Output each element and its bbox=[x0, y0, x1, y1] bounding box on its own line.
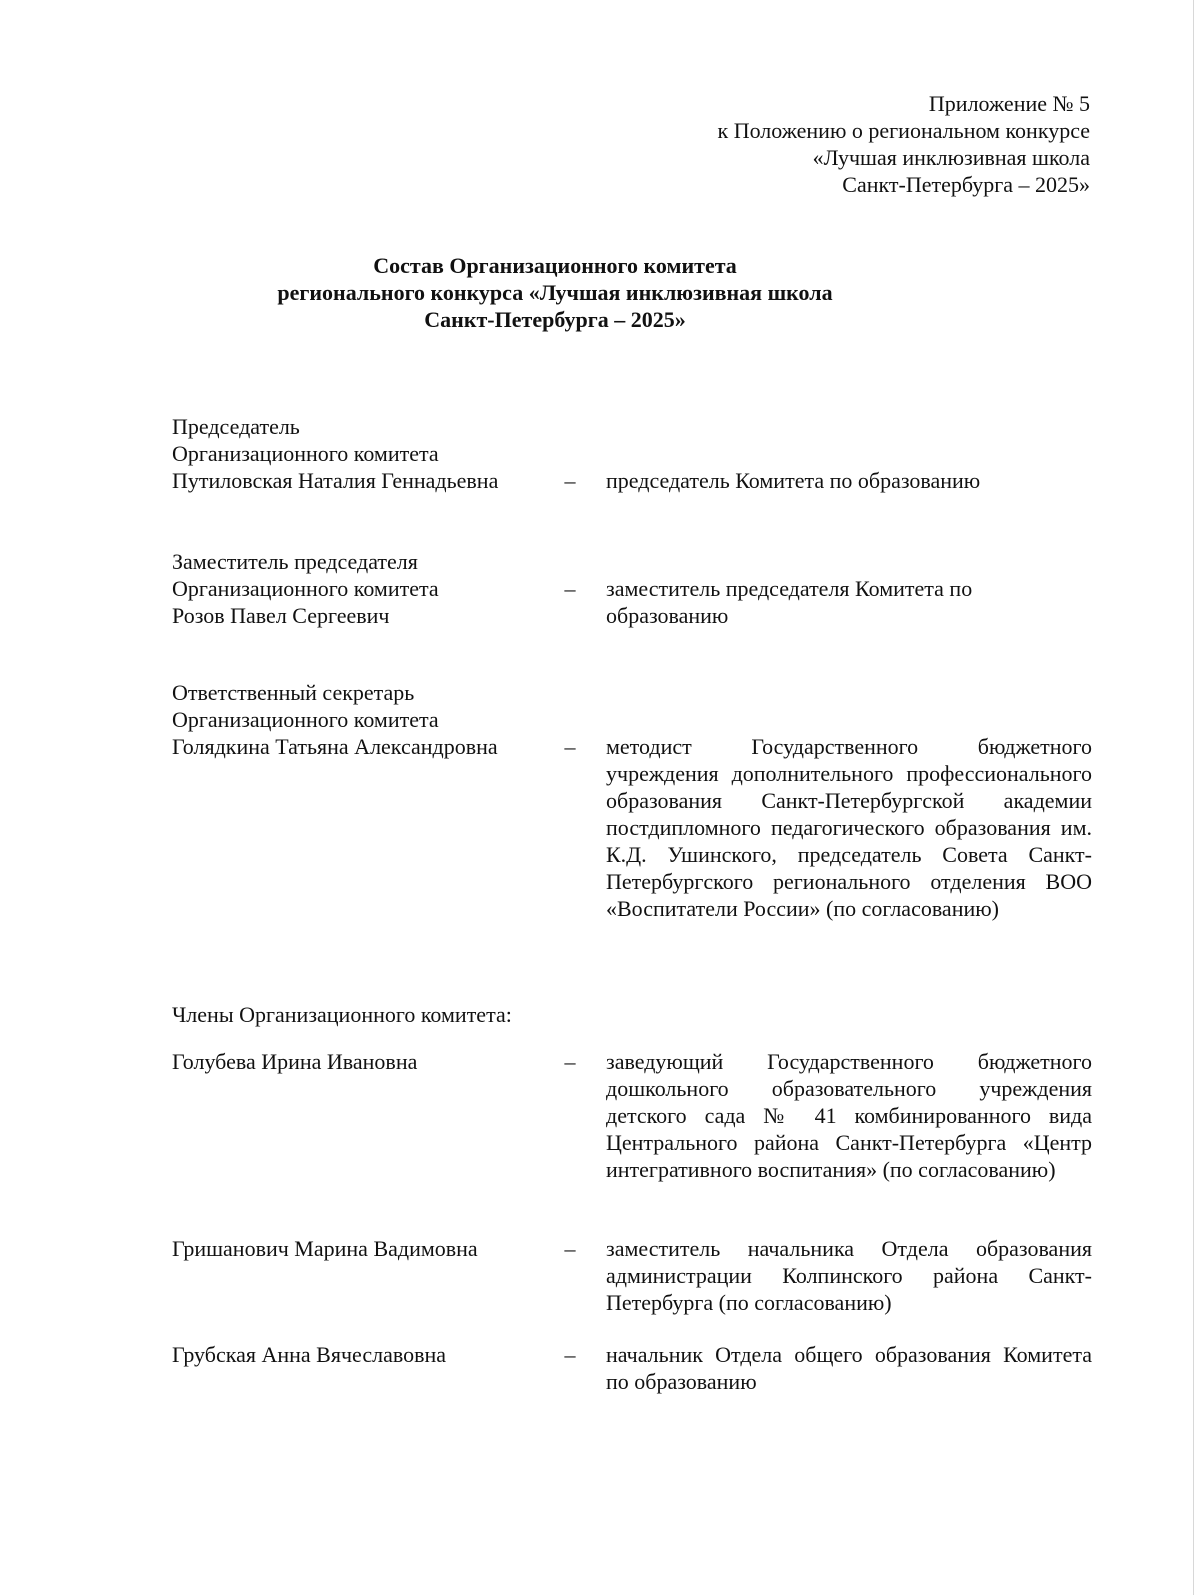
deputy-name: Розов Павел Сергеевич bbox=[172, 603, 390, 628]
appendix-line-4: Санкт-Петербурга – 2025» bbox=[842, 172, 1090, 197]
chairman-section bbox=[172, 413, 1092, 494]
member-section bbox=[172, 1048, 1092, 1183]
appendix-line-2: к Положению о региональном конкурсе bbox=[717, 118, 1090, 143]
secretary-section bbox=[172, 679, 1092, 922]
members-heading: Члены Организационного комитета: bbox=[172, 1002, 512, 1027]
title-line-3: Санкт-Петербурга – 2025» bbox=[424, 307, 686, 332]
member-dash: – bbox=[564, 1342, 576, 1367]
deputy-role-line-2: Организационного комитета bbox=[172, 576, 439, 601]
title-line-1: Состав Организационного комитета bbox=[373, 253, 737, 278]
secretary-row bbox=[172, 733, 1092, 922]
member-section bbox=[172, 1341, 1092, 1395]
secretary-description: методист Государственного бюджетного учреждения дополнительного профессионального образования Санкт-Петербургской академии постдипломного педагогического образования им. К.Д. Ушинского, председатель Совета Санкт-Петербургского регионального отделения ВОО «Воспитатели России» (по согласованию) bbox=[606, 734, 1092, 921]
member-name: Голубева Ирина Ивановна bbox=[172, 1049, 418, 1074]
secretary-role-line-1: Ответственный секретарь bbox=[172, 680, 415, 705]
member-name: Гришанович Марина Вадимовна bbox=[172, 1236, 478, 1261]
chairman-role-line-1: Председатель bbox=[172, 414, 300, 439]
scan-edge-line bbox=[1193, 0, 1194, 1595]
member-dash: – bbox=[564, 1236, 576, 1261]
member-description: заместитель начальника Отдела образования администрации Колпинского района Санкт-Петербурга (по согласованию) bbox=[606, 1236, 1092, 1315]
chairman-description: председатель Комитета по образованию bbox=[606, 468, 981, 493]
deputy-role-line-1: Заместитель председателя bbox=[172, 549, 418, 574]
title-line-2: регионального конкурса «Лучшая инклюзивная школа bbox=[277, 280, 833, 305]
member-description: заведующий Государственного бюджетного дошкольного образовательного учреждения детского сада № 41 комбинированного вида Центрального района Санкт-Петербурга «Центр интегративного воспитания» (по согласованию) bbox=[606, 1049, 1092, 1182]
secretary-dash: – bbox=[564, 734, 576, 759]
deputy-section bbox=[172, 548, 1092, 629]
chairman-role-line-2: Организационного комитета bbox=[172, 441, 439, 466]
member-row bbox=[172, 1341, 1092, 1395]
document-title bbox=[150, 252, 960, 333]
chairman-dash: – bbox=[564, 468, 576, 493]
appendix-line-3: «Лучшая инклюзивная школа bbox=[812, 145, 1090, 170]
deputy-dash: – bbox=[564, 576, 576, 601]
secretary-role-line-2: Организационного комитета bbox=[172, 707, 439, 732]
member-dash: – bbox=[564, 1049, 576, 1074]
appendix-line-1: Приложение № 5 bbox=[928, 91, 1090, 116]
chairman-row bbox=[172, 467, 1092, 494]
secretary-name: Голядкина Татьяна Александровна bbox=[172, 734, 498, 759]
member-description: начальник Отдела общего образования Комитета по образованию bbox=[606, 1342, 1092, 1394]
member-section bbox=[172, 1235, 1092, 1316]
members-heading-section bbox=[172, 1001, 1092, 1028]
appendix-reference bbox=[490, 90, 1090, 198]
member-name: Грубская Анна Вячеславовна bbox=[172, 1342, 446, 1367]
member-row bbox=[172, 1048, 1092, 1183]
member-row bbox=[172, 1235, 1092, 1316]
chairman-name: Путиловская Наталия Геннадьевна bbox=[172, 468, 499, 493]
deputy-description: заместитель председателя Комитета по образованию bbox=[606, 576, 973, 628]
